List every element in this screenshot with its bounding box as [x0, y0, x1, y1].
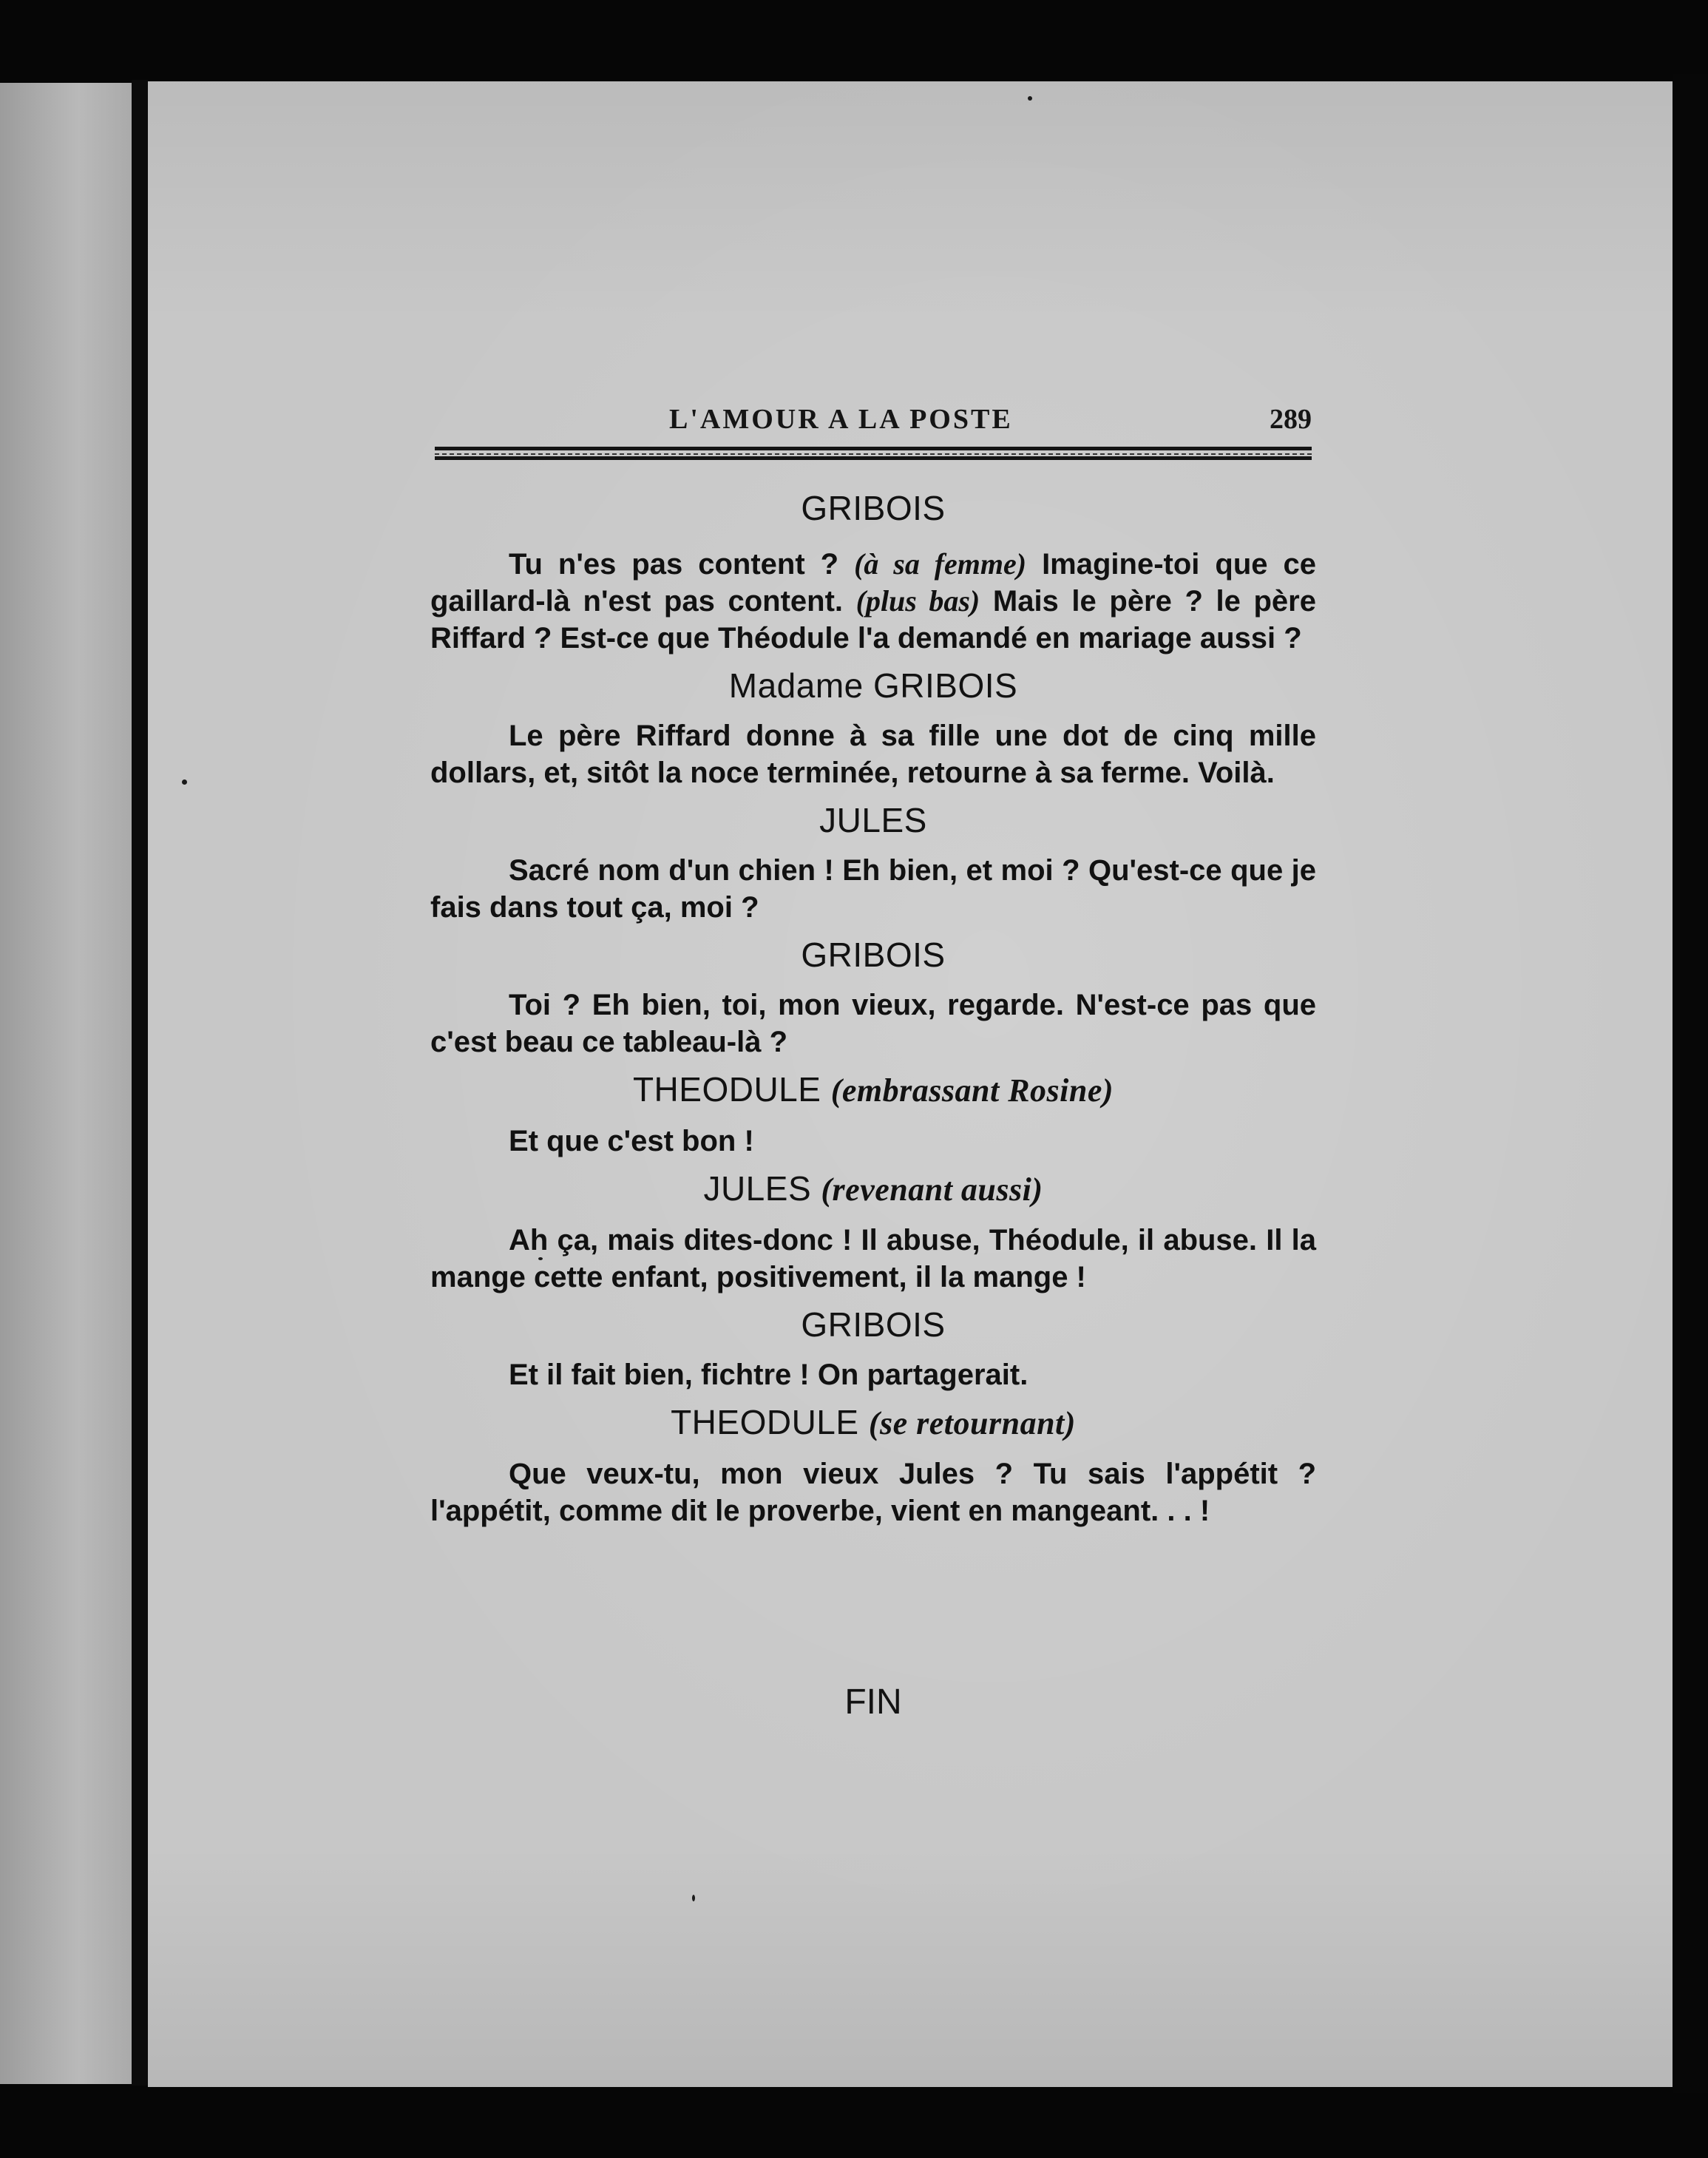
- book-gutter: [132, 80, 148, 2086]
- page-right-shadow: [1673, 74, 1708, 2093]
- dialogue-line: Et il fait bien, fichtre ! On partagerait.: [509, 1359, 1028, 1391]
- speaker-name: THEODULE (embrassant Rosine): [632, 1070, 1114, 1109]
- dialogue-line: Toi ? Eh bien, toi, mon vieux, regarde. N'est-ce pas que c'est beau ce tableau-là ?: [430, 989, 1316, 1058]
- speaker-direction: (embrassant Rosine): [830, 1072, 1114, 1109]
- speaker-name: GRIBOIS: [801, 489, 946, 527]
- speaker-name: THEODULE (se retournant): [671, 1403, 1076, 1441]
- running-header: [436, 403, 1316, 440]
- page-number: 289: [1270, 404, 1312, 435]
- stage-direction: (plus bas): [855, 584, 980, 618]
- facing-page-edge: [0, 83, 132, 2084]
- paper-speck: [538, 1257, 543, 1260]
- ending-mark: FIN: [844, 1682, 902, 1722]
- dialogue-line: Et que c'est bon !: [509, 1125, 754, 1157]
- running-title: L'AMOUR A LA POSTE: [669, 404, 1013, 435]
- play-text: [430, 481, 1316, 1537]
- stage-direction: (à sa femme): [854, 547, 1027, 581]
- speaker-direction: (se retournant): [868, 1405, 1076, 1441]
- speaker-name: JULES: [819, 801, 927, 839]
- speaker-name: JULES (revenant aussi): [703, 1169, 1043, 1208]
- speaker-direction: (revenant aussi): [821, 1171, 1043, 1208]
- paper-speck: [1028, 96, 1032, 101]
- dialogue-line: Tu n'es pas content ? (à sa femme) Imagine-toi que ce gaillard-là n'est pas content. (plus bas) Mais le père ? le père Riffard ? Est-ce que Théodule l'a demandé en mariage aussi ?: [430, 547, 1316, 654]
- dialogue-line: Le père Riffard donne à sa fille une dot de cinq mille dollars, et, sitôt la noce terminée, retourne à sa ferme. Voilà.: [430, 720, 1316, 789]
- header-rule: [435, 447, 1312, 460]
- paper-speck: [692, 1895, 695, 1901]
- dialogue-line: Que veux-tu, mon vieux Jules ? Tu sais l'appétit ? l'appétit, comme dit le proverbe, vient en mangeant. . . !: [430, 1458, 1316, 1527]
- speaker-name: Madame GRIBOIS: [728, 666, 1018, 705]
- speaker-name: GRIBOIS: [801, 936, 946, 974]
- dialogue-line: Sacré nom d'un chien ! Eh bien, et moi ? Qu'est-ce que je fais dans tout ça, moi ?: [430, 854, 1316, 924]
- speaker-name: GRIBOIS: [801, 1305, 946, 1344]
- dialogue-line: Ah ça, mais dites-donc ! Il abuse, Théodule, il abuse. Il la mange cette enfant, positivement, il la mange !: [430, 1224, 1316, 1293]
- paper-speck: [182, 779, 187, 785]
